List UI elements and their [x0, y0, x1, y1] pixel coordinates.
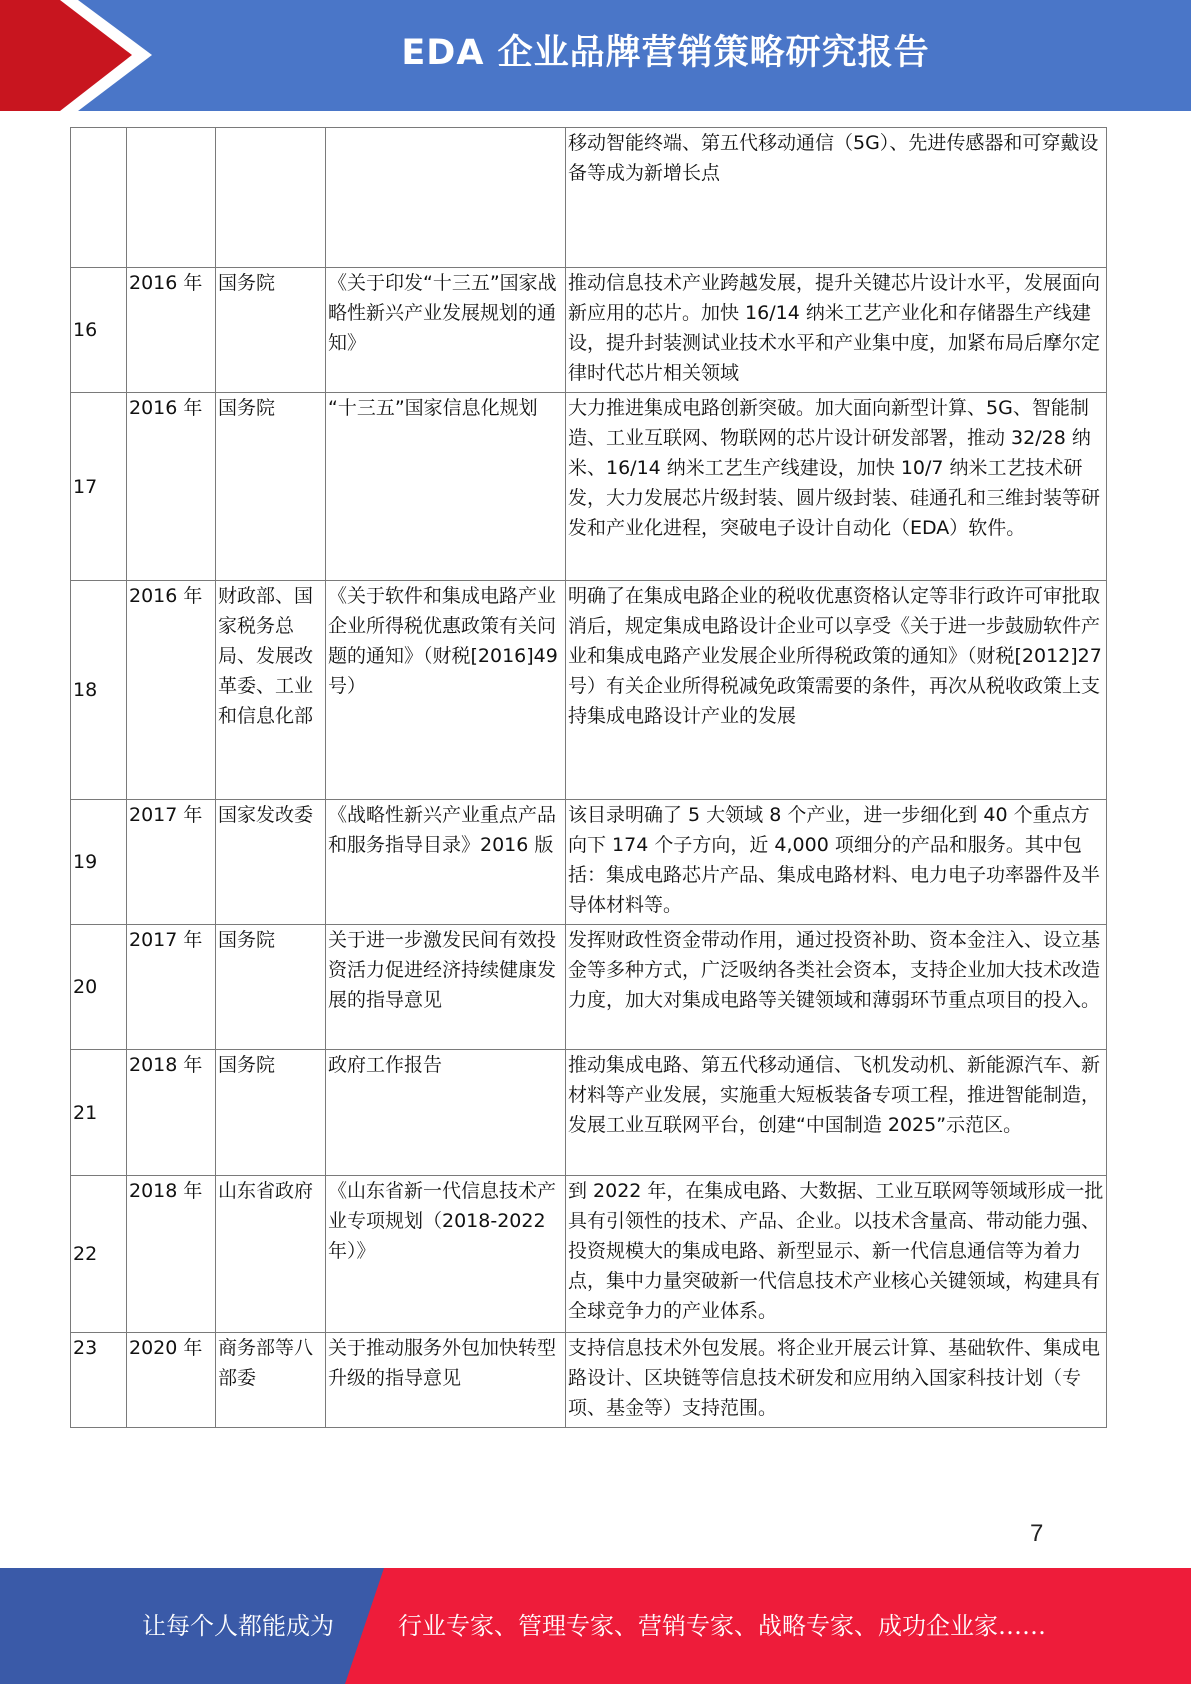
- page-number: 7: [1030, 1520, 1044, 1547]
- row-department: 财政部、国家税务总局、发展改革委、工业和信息化部: [216, 581, 326, 800]
- table-row: [71, 800, 1107, 925]
- row-year: 2017 年: [127, 925, 216, 1050]
- footer-slogan-left: 让每个人都能成为: [142, 1612, 334, 1640]
- footer-slogan-right: 行业专家、管理专家、营销专家、战略专家、成功企业家……: [398, 1612, 1046, 1640]
- row-document: 关于进一步激发民间有效投资活力促进经济持续健康发展的指导意见: [326, 925, 566, 1050]
- table-row: [71, 128, 1107, 268]
- row-number: 21: [71, 1050, 127, 1176]
- row-document: 《战略性新兴产业重点产品和服务指导目录》2016 版: [326, 800, 566, 925]
- row-content: 支持信息技术外包发展。将企业开展云计算、基础软件、集成电路设计、区块链等信息技术研发和应用纳入国家科技计划（专项、基金等）支持范围。: [566, 1333, 1107, 1428]
- table-row: [71, 1050, 1107, 1176]
- row-department: [216, 128, 326, 268]
- row-year: [127, 128, 216, 268]
- row-department: 国家发改委: [216, 800, 326, 925]
- row-year: 2016 年: [127, 393, 216, 581]
- page-footer: [0, 1568, 1191, 1684]
- row-year: 2018 年: [127, 1176, 216, 1333]
- row-content: 到 2022 年，在集成电路、大数据、工业互联网等领域形成一批具有引领性的技术、产品、企业。以技术含量高、带动能力强、投资规模大的集成电路、新型显示、新一代信息通信等为着力点，集中力量突破新一代信息技术产业核心关键领域，构建具有全球竞争力的产业体系。: [566, 1176, 1107, 1333]
- row-content: 明确了在集成电路企业的税收优惠资格认定等非行政许可审批取消后，规定集成电路设计企业可以享受《关于进一步鼓励软件产业和集成电路产业发展企业所得税政策的通知》（财税[2012]27 号）有关企业所得税减免政策需要的条件，再次从税收政策上支持集成电路设计产业的发展: [566, 581, 1107, 800]
- row-document: “十三五”国家信息化规划: [326, 393, 566, 581]
- row-year: 2018 年: [127, 1050, 216, 1176]
- header-chevron-decoration: [0, 0, 160, 111]
- report-title: EDA 企业品牌营销策略研究报告: [401, 33, 930, 73]
- row-number: 16: [71, 268, 127, 393]
- row-number: 20: [71, 925, 127, 1050]
- row-number: 23: [71, 1333, 127, 1428]
- row-number: 22: [71, 1176, 127, 1333]
- row-year: 2016 年: [127, 268, 216, 393]
- row-number: 19: [71, 800, 127, 925]
- row-department: 商务部等八部委: [216, 1333, 326, 1428]
- row-document: 《山东省新一代信息技术产业专项规划（2018-2022 年）》: [326, 1176, 566, 1333]
- row-content: 移动智能终端、第五代移动通信（5G）、先进传感器和可穿戴设备等成为新增长点: [566, 128, 1107, 268]
- row-content: 发挥财政性资金带动作用，通过投资补助、资本金注入、设立基金等多种方式，广泛吸纳各类社会资本，支持企业加大技术改造力度，加大对集成电路等关键领域和薄弱环节重点项目的投入。: [566, 925, 1107, 1050]
- row-department: 国务院: [216, 925, 326, 1050]
- row-number: 17: [71, 393, 127, 581]
- row-department: 山东省政府: [216, 1176, 326, 1333]
- row-content: 推动信息技术产业跨越发展，提升关键芯片设计水平，发展面向新应用的芯片。加快 16/14 纳米工艺产业化和存储器生产线建设，提升封装测试业技术水平和产业集中度，加紧布局后摩尔定律时代芯片相关领域: [566, 268, 1107, 393]
- row-department: 国务院: [216, 1050, 326, 1176]
- policy-table: [70, 127, 1107, 1428]
- row-year: 2016 年: [127, 581, 216, 800]
- row-number: [71, 128, 127, 268]
- page-header: [0, 0, 1191, 111]
- row-document: 关于推动服务外包加快转型升级的指导意见: [326, 1333, 566, 1428]
- row-document: [326, 128, 566, 268]
- row-document: 《关于印发“十三五”国家战略性新兴产业发展规划的通知》: [326, 268, 566, 393]
- table-row: [71, 268, 1107, 393]
- row-year: 2017 年: [127, 800, 216, 925]
- row-document: 政府工作报告: [326, 1050, 566, 1176]
- table-row: [71, 1176, 1107, 1333]
- row-document: 《关于软件和集成电路产业企业所得税优惠政策有关问题的通知》（财税[2016]49 号）: [326, 581, 566, 800]
- row-department: 国务院: [216, 268, 326, 393]
- row-department: 国务院: [216, 393, 326, 581]
- row-number: 18: [71, 581, 127, 800]
- row-content: 推动集成电路、第五代移动通信、飞机发动机、新能源汽车、新材料等产业发展，实施重大短板装备专项工程，推进智能制造，发展工业互联网平台，创建“中国制造 2025”示范区。: [566, 1050, 1107, 1176]
- table-row: [71, 1333, 1107, 1428]
- table-row: [71, 393, 1107, 581]
- table-row: [71, 581, 1107, 800]
- table-row: [71, 925, 1107, 1050]
- row-content: 大力推进集成电路创新突破。加大面向新型计算、5G、智能制造、工业互联网、物联网的芯片设计研发部署，推动 32/28 纳米、16/14 纳米工艺生产线建设，加快 10/7 纳米工艺技术研发，大力发展芯片级封装、圆片级封装、硅通孔和三维封装等研发和产业化进程，突破电子设计自动化（EDA）软件。: [566, 393, 1107, 581]
- row-year: 2020 年: [127, 1333, 216, 1428]
- row-content: 该目录明确了 5 大领域 8 个产业，进一步细化到 40 个重点方向下 174 个子方向，近 4,000 项细分的产品和服务。其中包括：集成电路芯片产品、集成电路材料、电力电子功率器件及半导体材料等。: [566, 800, 1107, 925]
